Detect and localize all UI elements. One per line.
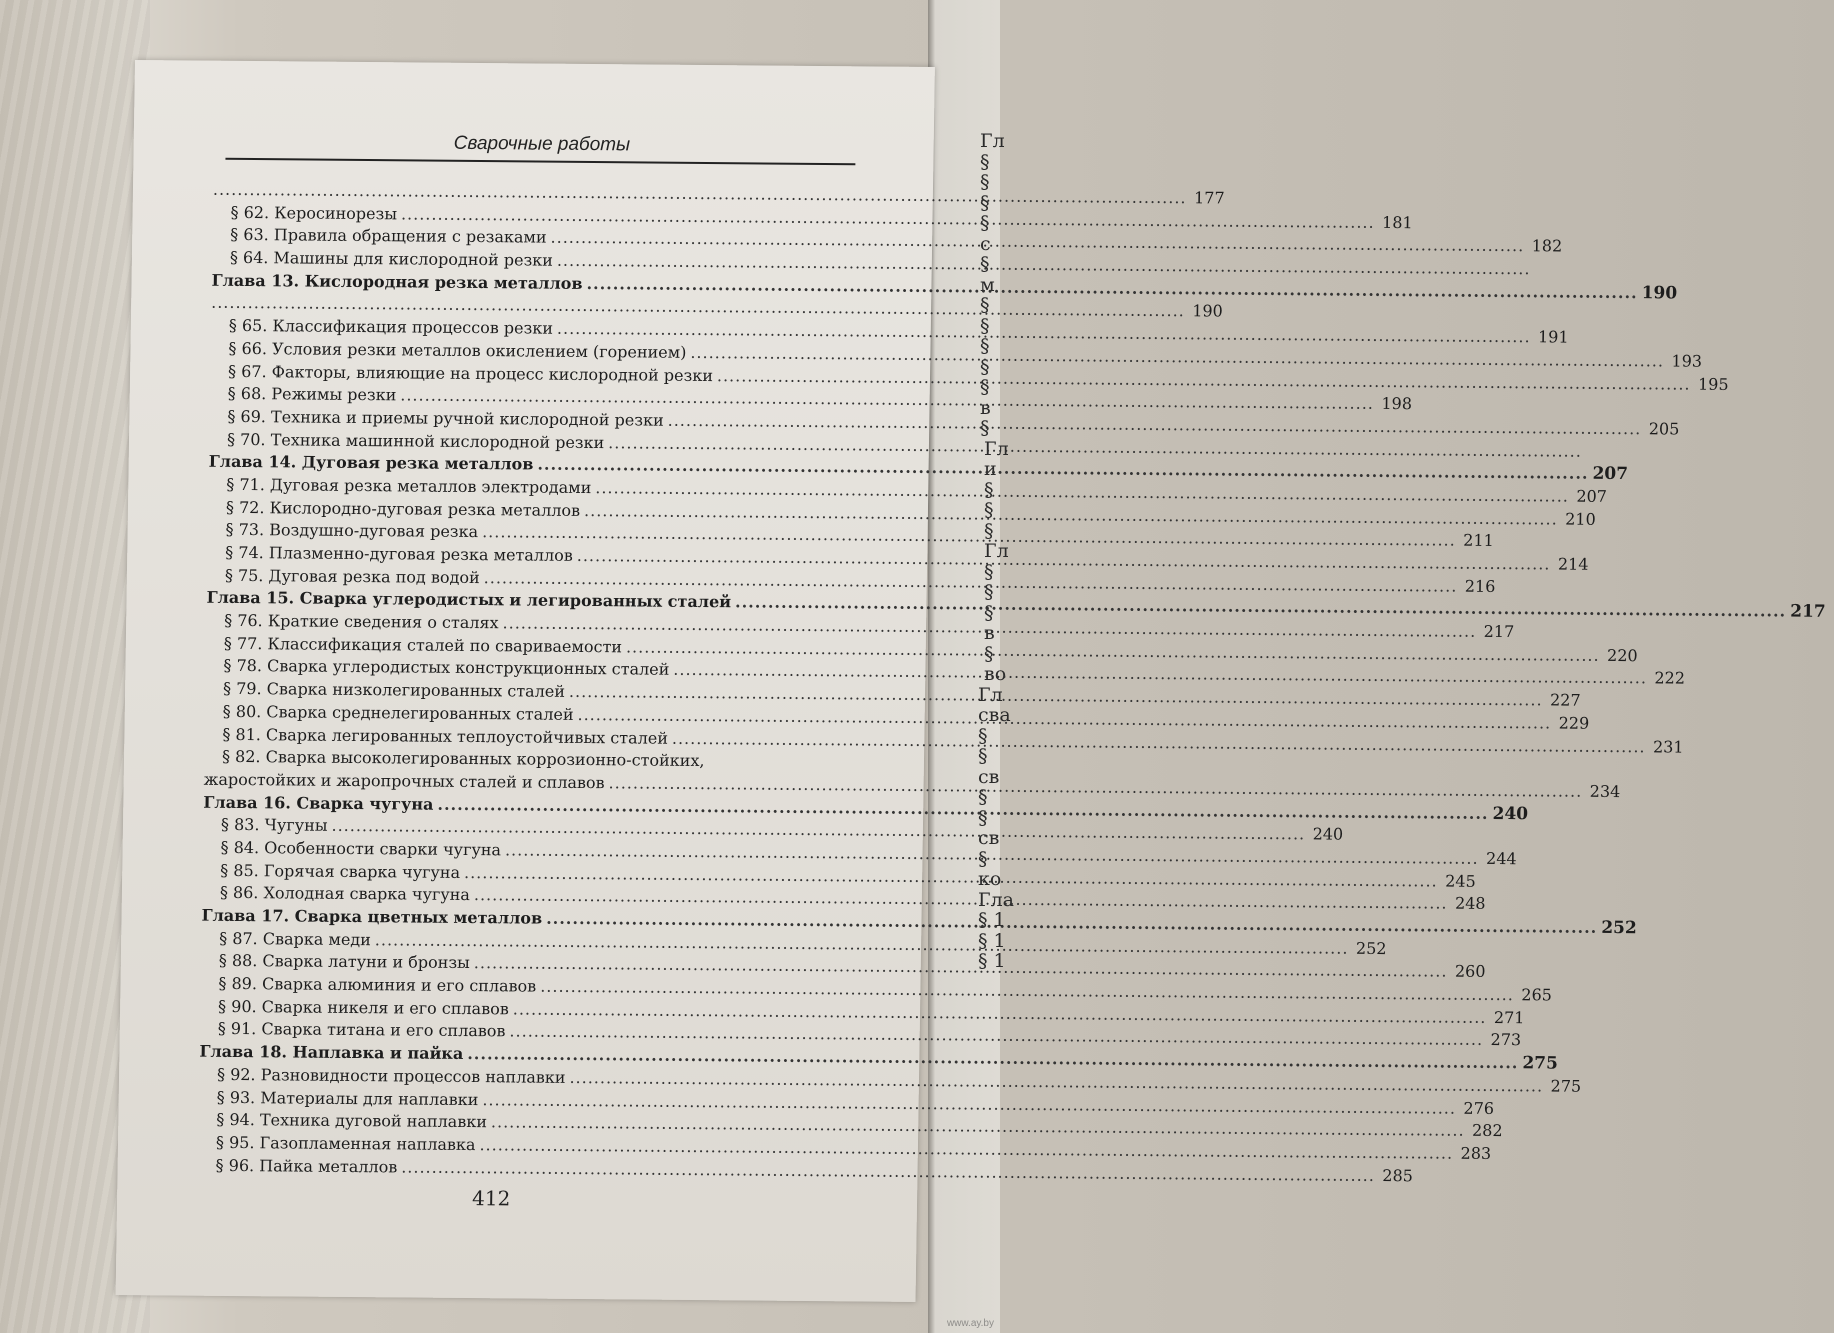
adjacent-page-fragment: § bbox=[984, 478, 994, 501]
toc-page-number: 252 bbox=[1601, 917, 1637, 939]
toc-entry-title: § 83. Чугуны bbox=[220, 815, 328, 836]
adjacent-page-fragment: § bbox=[980, 294, 990, 316]
toc-page-number: 220 bbox=[1606, 645, 1638, 665]
adjacent-page-fragment: § bbox=[978, 745, 988, 767]
toc-page-number: 182 bbox=[1531, 236, 1563, 256]
toc-entry-title: § 73. Воздушно-дуговая резка bbox=[225, 520, 479, 542]
toc-entry-title: § 91. Сварка титана и его сплавов bbox=[217, 1019, 506, 1041]
running-title: Сварочные работы bbox=[453, 132, 631, 156]
adjacent-page-fragment: § bbox=[978, 786, 988, 808]
table-of-contents bbox=[197, 179, 1826, 1185]
toc-page-number: 282 bbox=[1471, 1120, 1503, 1141]
toc-entry-title: § 80. Сварка среднелегированных сталей bbox=[222, 701, 574, 724]
toc-page-number: 245 bbox=[1445, 871, 1476, 891]
toc-page-number: 265 bbox=[1521, 985, 1553, 1005]
toc-page-number: 211 bbox=[1463, 530, 1494, 551]
adjacent-page-fragment: § bbox=[978, 847, 988, 870]
toc-page-number: 234 bbox=[1589, 781, 1621, 801]
adjacent-page-fragment: Гл bbox=[984, 540, 1009, 562]
toc-entry-title: § 67. Факторы, влияющие на процесс кислородной резки bbox=[227, 361, 714, 385]
toc-page-number: 217 bbox=[1483, 621, 1515, 642]
toc-entry-title: Глава 15. Сварка углеродистых и легированных сталей bbox=[206, 588, 732, 612]
adjacent-page-fragment: § bbox=[984, 519, 994, 542]
toc-page-number: 205 bbox=[1648, 419, 1680, 439]
adjacent-page-fragment: § bbox=[980, 253, 990, 275]
toc-entry-title: жаростойких и жаропрочных сталей и сплавов bbox=[203, 769, 605, 793]
adjacent-page-fragment: Гла bbox=[978, 888, 1014, 911]
toc-entry-title: § 75. Дуговая резка под водой bbox=[224, 565, 480, 587]
toc-entry-title: Глава 17. Сварка цветных металлов bbox=[201, 905, 543, 928]
adjacent-page-fragment: св bbox=[978, 765, 1000, 788]
book-page bbox=[116, 60, 1826, 1302]
toc-entry-title: § 86. Холодная сварка чугуна bbox=[219, 883, 471, 905]
toc-entry-title: § 64. Машины для кислородной резки bbox=[229, 247, 554, 270]
adjacent-page-fragment: § bbox=[980, 171, 990, 193]
toc-entry-title: § 78. Сварка углеродистых конструкционных сталей bbox=[223, 656, 670, 680]
toc-entry-title: § 66. Условия резки металлов окислением (горением) bbox=[228, 338, 687, 362]
adjacent-page-fragment: § bbox=[980, 212, 990, 234]
toc-page-number: 198 bbox=[1381, 394, 1413, 414]
toc-entry-title: § 65. Классификация процессов резки bbox=[228, 315, 554, 338]
toc-entry-title: § 72. Кислородно-дуговая резка металлов bbox=[225, 497, 581, 520]
toc-entry-title: § 93. Материалы для наплавки bbox=[216, 1087, 479, 1109]
toc-page-number: 222 bbox=[1654, 668, 1686, 689]
toc-entry-title: § 85. Горячая сварка чугуна bbox=[220, 860, 461, 882]
toc-page-number: 252 bbox=[1355, 938, 1387, 958]
adjacent-page-fragment: § bbox=[980, 150, 990, 173]
toc-entry-title: § 95. Газопламенная наплавка bbox=[215, 1132, 476, 1154]
watermark: www.ay.by bbox=[946, 1318, 994, 1329]
adjacent-page-fragment: в bbox=[980, 396, 991, 419]
toc-page-number: 195 bbox=[1697, 374, 1729, 394]
adjacent-page-fragment: § bbox=[980, 314, 990, 337]
page-number: 412 bbox=[471, 1186, 511, 1211]
toc-page-number: 217 bbox=[1790, 601, 1826, 623]
toc-page-number: 275 bbox=[1550, 1076, 1582, 1096]
adjacent-page-fragment: Гл bbox=[984, 437, 1009, 460]
toc-page-number: 227 bbox=[1549, 690, 1581, 710]
toc-entry-title: Глава 18. Наплавка и пайка bbox=[199, 1041, 464, 1064]
adjacent-page-fragment: с bbox=[980, 232, 991, 255]
toc-page-number: 248 bbox=[1454, 893, 1486, 914]
toc-entry-title: § 92. Разновидности процессов наплавки bbox=[216, 1064, 566, 1087]
toc-entry-title: § 94. Техника дуговой наплавки bbox=[216, 1110, 488, 1132]
toc-entry-title: § 84. Особенности сварки чугуна bbox=[220, 837, 502, 860]
toc-entry-title: § 69. Техника и приемы ручной кислородной резки bbox=[227, 406, 664, 430]
toc-entry-title: § 71. Дуговая резка металлов электродами bbox=[226, 474, 592, 497]
adjacent-page-fragment: § bbox=[984, 642, 994, 665]
toc-entry-title: Глава 13. Кислородная резка металлов bbox=[211, 270, 583, 293]
toc-page-number: 231 bbox=[1652, 736, 1684, 757]
toc-page-number: 190 bbox=[1192, 301, 1223, 321]
toc-page-number: 216 bbox=[1464, 576, 1496, 596]
toc-page-number: 207 bbox=[1592, 464, 1629, 485]
toc-entry-title: § 70. Техника машинной кислородной резки bbox=[226, 429, 605, 452]
adjacent-page-fragment: в bbox=[984, 622, 995, 644]
toc-entry-title: § 63. Правила обращения с резаками bbox=[230, 225, 547, 247]
toc-page-number: 181 bbox=[1381, 212, 1413, 232]
adjacent-page-fragment: § 1 bbox=[978, 929, 1006, 952]
adjacent-page-fragment: § bbox=[978, 724, 988, 747]
toc-entry-title: Глава 16. Сварка чугуна bbox=[203, 792, 434, 814]
toc-page-number: 177 bbox=[1193, 188, 1225, 208]
toc-entry-title: Глава 14. Дуговая резка металлов bbox=[208, 451, 534, 474]
toc-entry-title: § 77. Классификация сталей по свариваемости bbox=[223, 633, 623, 657]
toc-page-number: 244 bbox=[1485, 848, 1517, 869]
toc-page-number: 271 bbox=[1493, 1007, 1525, 1027]
adjacent-page-fragment: Гл bbox=[978, 683, 1003, 706]
toc-page-number: 260 bbox=[1454, 962, 1486, 982]
adjacent-page-fragment: во bbox=[984, 663, 1007, 685]
toc-page-number: 229 bbox=[1558, 713, 1590, 733]
adjacent-page-fragment: § bbox=[980, 417, 990, 439]
toc-page-number: 285 bbox=[1382, 1165, 1414, 1185]
toc-page-number: 190 bbox=[1641, 282, 1678, 304]
adjacent-page-fragment: § bbox=[984, 601, 994, 624]
toc-entry-title: § 90. Сварка никеля и его сплавов bbox=[217, 996, 509, 1019]
adjacent-page-fragment: сва bbox=[978, 704, 1011, 726]
toc-page-number: 283 bbox=[1460, 1143, 1492, 1163]
adjacent-page-fragment: § 1 bbox=[978, 909, 1006, 931]
adjacent-page-fragment: § bbox=[984, 560, 994, 583]
toc-entry-title: § 82. Сварка высоколегированных коррозионно-стойких, bbox=[221, 747, 705, 771]
toc-entry-row bbox=[197, 1154, 1414, 1185]
toc-entry-title: § 88. Сварка латуни и бронзы bbox=[218, 951, 471, 973]
toc-page-number: 214 bbox=[1557, 554, 1589, 574]
toc-page-number: 240 bbox=[1492, 803, 1529, 824]
adjacent-page-fragment: § bbox=[978, 806, 988, 829]
toc-entry-title: § 79. Сварка низколегированных сталей bbox=[222, 678, 566, 701]
adjacent-page-fragment: § bbox=[980, 376, 990, 398]
toc-page-number: 275 bbox=[1522, 1053, 1559, 1074]
adjacent-page-fragment: § bbox=[980, 355, 990, 378]
toc-entry-title: § 87. Сварка меди bbox=[219, 928, 372, 949]
toc-entry-title: § 89. Сварка алюминия и его сплавов bbox=[218, 973, 537, 996]
toc-entry-title: § 76. Краткие сведения о сталях bbox=[224, 610, 499, 633]
toc-page-number: 207 bbox=[1576, 486, 1608, 506]
adjacent-page-fragment: св bbox=[978, 827, 1000, 849]
toc-page-number: 210 bbox=[1565, 509, 1596, 529]
toc-page-number: 191 bbox=[1537, 327, 1569, 347]
adjacent-page-fragment: § bbox=[984, 581, 994, 603]
adjacent-page-fragment: § 1 bbox=[978, 950, 1006, 972]
toc-entry-title: § 81. Сварка легированных теплоустойчивых сталей bbox=[222, 724, 669, 748]
toc-page-number: 273 bbox=[1490, 1030, 1522, 1050]
toc-page-number: 240 bbox=[1312, 824, 1344, 844]
toc-entry-title: § 74. Плазменно-дуговая резка металлов bbox=[225, 542, 573, 565]
adjacent-page-fragment: и bbox=[984, 458, 997, 480]
adjacent-page-fragment: Гл bbox=[980, 130, 1005, 152]
toc-entry-title: § 68. Режимы резки bbox=[227, 384, 397, 405]
header-rule bbox=[225, 158, 855, 165]
adjacent-page-fragment: § bbox=[980, 191, 990, 214]
adjacent-page-fragment: ко bbox=[978, 868, 1002, 890]
toc-entry-title: § 62. Керосинорезы bbox=[230, 202, 398, 223]
toc-page-number: 276 bbox=[1463, 1098, 1495, 1118]
adjacent-page-fragment: м bbox=[980, 273, 995, 296]
adjacent-page-fragment: § bbox=[980, 335, 990, 357]
adjacent-page-fragment: § bbox=[984, 499, 994, 521]
toc-page-number: 193 bbox=[1671, 351, 1703, 371]
toc-entry-title: § 96. Пайка металлов bbox=[215, 1155, 398, 1176]
